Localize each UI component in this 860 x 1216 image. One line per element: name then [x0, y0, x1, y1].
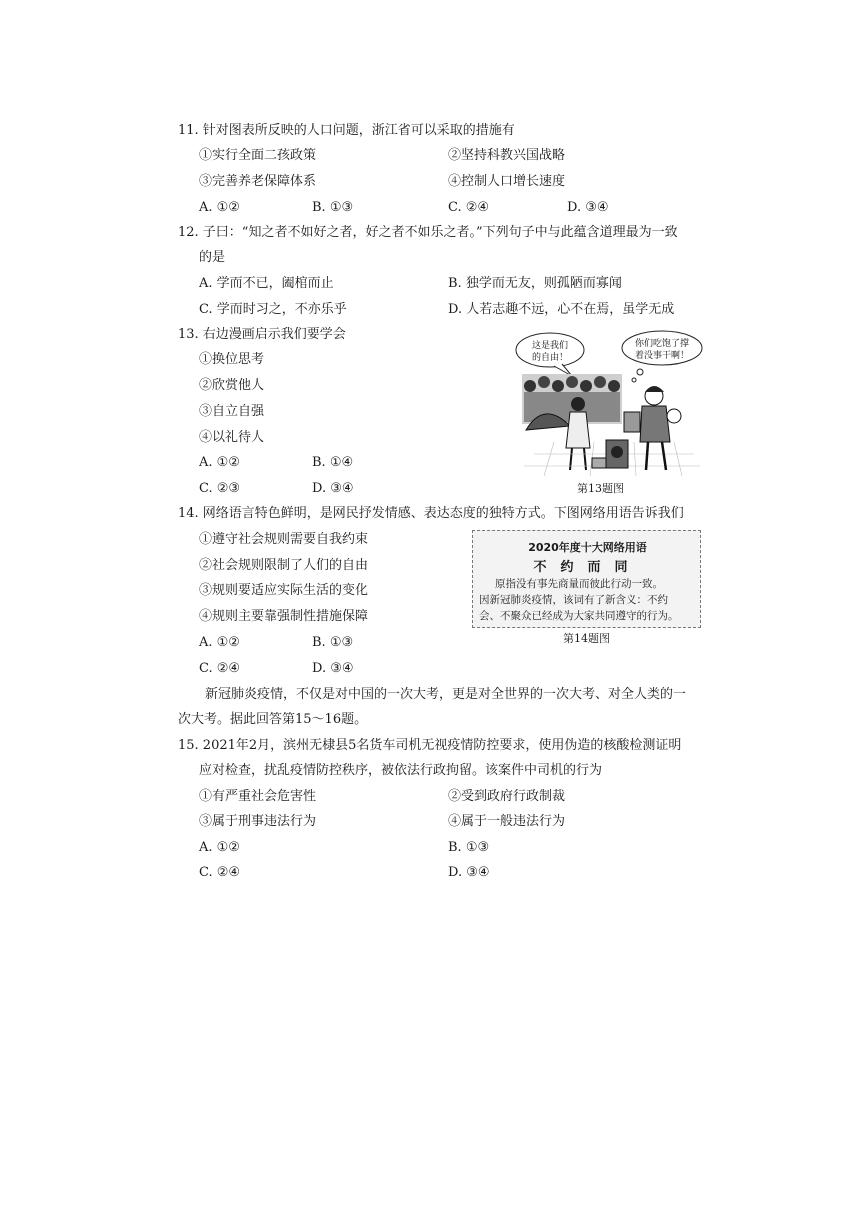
q14-choice-b: B. ①③ [312, 635, 354, 650]
q11-stem: 11. 针对图表所反映的人口问题，浙江省可以采取的措施有 [178, 123, 515, 138]
q15-choice-d: D. ③④ [448, 865, 490, 880]
q13-figure-caption: 第13题图 [577, 482, 624, 495]
q13-choice-d: D. ③④ [312, 481, 354, 496]
speech-bubble-right [622, 331, 702, 382]
intro-line1: 新冠肺炎疫情，不仅是对中国的一次大考，更是对全世界的一次大考、对全人类的一 [205, 687, 687, 702]
slang-box-term: 不约而同 [533, 560, 642, 575]
slang-box-line1: 原指没有事先商量而彼此行动一致。 [495, 578, 663, 590]
intro-line2: 次大考。据此回答第15～16题。 [178, 712, 368, 727]
q13-choice-b: B. ①④ [312, 455, 354, 470]
q14-statement-3: ③规则要适应实际生活的变化 [199, 583, 369, 598]
q14-choice-a: A. ①② [199, 635, 240, 650]
q12-choice-b: B. 独学而无友，则孤陋而寡闻 [448, 276, 622, 291]
bubble-right-line2: 着没事干啊！ [634, 351, 690, 361]
q11-statement-3: ③完善养老保障体系 [199, 174, 317, 189]
q13-choice-a: A. ①② [199, 455, 240, 470]
q15-statement-3: ③属于刑事违法行为 [199, 814, 317, 829]
q13-statement-3: ③自立自强 [199, 404, 265, 419]
q14-figure-caption: 第14题图 [563, 632, 610, 645]
bubble-right-line1: 你们吃饱了撑 [634, 339, 690, 349]
q11-choice-b: B. ①③ [312, 200, 354, 215]
q15-stem-line1: 15. 2021年2月，滨州无棣县5名货车司机无视疫情防控要求，使用伪造的核酸检测证明 [178, 738, 682, 753]
internet-slang-box [472, 530, 701, 628]
q11-choice-c: C. ②④ [448, 200, 490, 215]
slang-box-title: 2020年度十大网络用语 [528, 541, 647, 554]
q15-choice-b: B. ①③ [448, 840, 490, 855]
q11-statement-1: ①实行全面二孩政策 [199, 148, 317, 163]
q14-statement-2: ②社会规则限制了人们的自由 [199, 558, 369, 573]
q13-cartoon [514, 330, 704, 478]
slang-box-line2: 因新冠肺炎疫情，该词有了新含义：不约 [479, 594, 668, 606]
q12-choice-c: C. 学而时习之，不亦乐乎 [199, 302, 347, 317]
q11-statement-2: ②坚持科教兴国战略 [448, 148, 566, 163]
q15-choice-c: C. ②④ [199, 865, 241, 880]
q11-choice-a: A. ①② [199, 200, 240, 215]
q15-statement-4: ④属于一般违法行为 [448, 814, 566, 829]
q13-statement-1: ①换位思考 [199, 352, 265, 367]
q13-statement-4: ④以礼待人 [199, 430, 265, 445]
q15-stem-line2: 应对检查，扰乱疫情防控秩序，被依法行政拘留。该案件中司机的行为 [199, 763, 603, 778]
q15-choice-a: A. ①② [199, 840, 240, 855]
q14-statement-1: ①遵守社会规则需要自我约束 [199, 532, 369, 547]
bubble-left-line1: 这是我们 [531, 341, 569, 351]
q12-choice-a: A. 学而不已，阖棺而止 [199, 276, 334, 291]
q14-stem: 14. 网络语言特色鲜明，是网民抒发情感、表达态度的独特方式。下图网络用语告诉我们 [178, 506, 684, 521]
q15-statement-1: ①有严重社会危害性 [199, 789, 317, 804]
q14-choice-d: D. ③④ [312, 661, 354, 676]
slang-box-line3: 会、不聚众已经成为大家共同遵守的行为。 [479, 610, 679, 622]
q13-statement-2: ②欣赏他人 [199, 378, 265, 393]
q12-stem-line1: 12. 子曰：“知之者不如好之者，好之者不如乐之者。”下列句子中与此蕴含道理最为一致 [178, 225, 678, 240]
q11-statement-4: ④控制人口增长速度 [448, 174, 566, 189]
q12-stem-line2: 的是 [199, 250, 226, 265]
q14-choice-c: C. ②④ [199, 661, 241, 676]
q11-choice-d: D. ③④ [567, 200, 609, 215]
q12-choice-d: D. 人若志趣不远，心不在焉，虽学无成 [448, 302, 675, 317]
q13-choice-c: C. ②③ [199, 481, 241, 496]
bubble-left-line2: 的自由！ [531, 353, 569, 363]
q15-statement-2: ②受到政府行政制裁 [448, 789, 566, 804]
q14-statement-4: ④规则主要靠强制性措施保障 [199, 609, 369, 624]
speech-bubble-left [516, 333, 584, 376]
q13-stem: 13. 右边漫画启示我们要学会 [178, 327, 346, 342]
boy-illustration [624, 386, 681, 470]
